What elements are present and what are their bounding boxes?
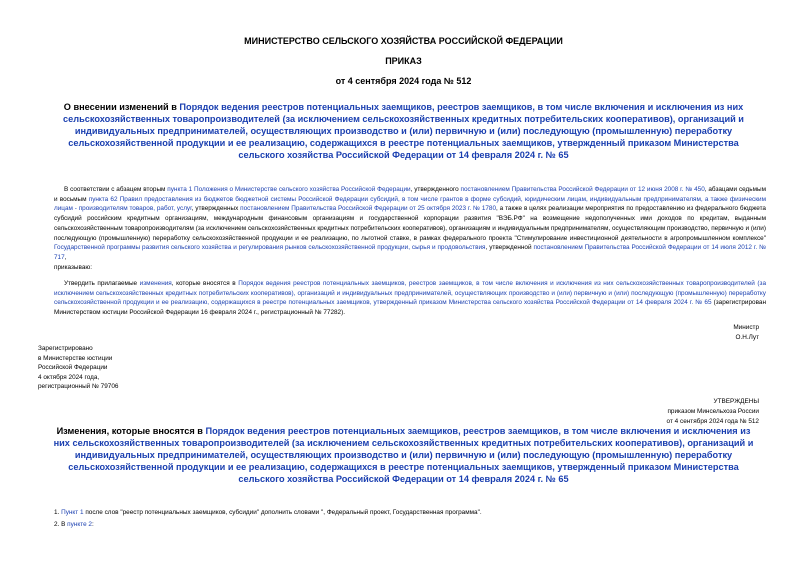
approved-line: приказом Минсельхоза России: [667, 408, 759, 415]
ministry-heading: МИНИСТЕРСТВО СЕЛЬСКОГО ХОЗЯЙСТВА РОССИЙСКОЙ ФЕДЕРАЦИИ: [244, 36, 563, 46]
order-type: ПРИКАЗ: [385, 56, 422, 66]
list-item: [54, 520, 94, 529]
registration-line: 4 октября 2024 года,: [38, 373, 100, 381]
order-title: [48, 101, 759, 161]
link-state-program[interactable]: Государственной программы развития сельского хозяйства и регулирования рынков сельскохозяйственной продукции, сырья и продовольствия: [54, 244, 486, 252]
approved-block: [559, 397, 759, 427]
approved-line: от 4 сентября 2024 года № 512: [666, 418, 759, 425]
registration-line: Российской Федерации: [38, 364, 108, 372]
order-title-link[interactable]: Порядок ведения реестров потенциальных заемщиков, реестров заемщиков, в том числе включения и исключения из них сельскохозяйственных товаропроизводителей (за исключением сельскохозяйственных кредитных потребительских кооперативов), организаций и индивидуальных предпринимателей, осуществляющих производство и (или) первичную и (или) последующую (промышленную) переработку сельскохозяйственной продукции и ее реализацию, содержащихся в реестре потенциальных заемщиков, утвержденный приказом Министерства сельского хозяйства Российской Федерации от 14 февраля 2024 г. № 65: [63, 102, 744, 160]
link-changes[interactable]: изменения: [139, 280, 172, 287]
item-text: после слов "реестр потенциальных заемщиков, субсидии" дополнить словами ", Федеральный проект, Государственная программа".: [83, 509, 482, 516]
changes-title: [48, 425, 759, 485]
registration-line: Зарегистрировано: [38, 345, 93, 352]
preamble-text: ,: [64, 253, 67, 261]
list-item: [54, 508, 482, 517]
registration-line: регистрационный № 79706: [38, 383, 119, 391]
changes-title-link[interactable]: Порядок ведения реестров потенциальных заемщиков, реестров заемщиков, в том числе включения и исключения из них сельскохозяйственных товаропроизводителей (за исключением сельскохозяйственных кредитных потребительских кооперативов), организаций и индивидуальных предпринимателей, осуществляющих производство и (или) первичную и (или) последующую (промышленную) переработку сельскохозяйственной продукции и ее реализацию, содержащихся в реестре потенциальных заемщиков, утвержденный приказом Министерства сельского хозяйства Российской Федерации от 14 февраля 2024 г. № 65: [53, 426, 754, 484]
changes-title-prefix: Изменения, которые вносятся в: [56, 426, 206, 436]
signature-position: Министр: [733, 324, 759, 331]
preamble-paragraph: [54, 185, 766, 272]
preamble-text: , утвержденных: [191, 205, 241, 213]
registration-line: в Министерстве юстиции: [38, 354, 113, 362]
preamble-text: , абзацами седьмым и восьмым: [54, 186, 766, 203]
link-point2[interactable]: пункте 2: [67, 521, 92, 528]
preamble-text: , а также в целях реализации мероприятия по предоставлению из федерального бюджета субсидий российским кредитным организациям, международным финансовым организациям и государственной корпорации развития "ВЭБ.РФ" на возмещение недополученных ими доходов по кредитам, выданным сельскохозяйственным товаропроизводителям (за исключением сельскохозяйственных кредитных потребительских кооперативов), организациям и индивидуальным предпринимателям, осуществляющим производство, первичную и (или) последующую (промышленную) переработку сельскохозяйственной продукции и ее реализацию, по льготной ставке, в рамках федерального проекта "Стимулирование инвестиционной деятельности в агропромышленном комплексе": [54, 205, 766, 242]
approval-paragraph: [54, 279, 766, 318]
preamble-text: В соответствии с абзацем вторым: [64, 186, 168, 193]
item-text: :: [91, 521, 94, 528]
link-rules-point62[interactable]: пункта 62 Правил предоставления из бюджетов бюджетной системы Российской Федерации субсидий, в том числе грантов в форме субсидий, юридическим лицам, индивидуальным предпринимателям, а также физическим лицам - производителям товаров, работ, услуг: [54, 195, 767, 213]
signature-name: О.Н.Лут: [735, 333, 759, 341]
registration-block: [38, 344, 198, 392]
order-word: приказываю:: [54, 263, 92, 271]
item-number: 2. В: [54, 521, 68, 528]
order-date-number: от 4 сентября 2024 года № 512: [335, 76, 472, 86]
approval-text: (зарегистрирован Министерством юстиции Российской Федерации 16 февраля 2024 г., регистрационный № 77282).: [54, 299, 766, 317]
link-regulation-point1[interactable]: пункта 1 Положения о Министерстве сельского хозяйства Российской Федерации: [167, 186, 411, 193]
order-title-prefix: О внесении изменений в: [63, 102, 180, 112]
link-decree-717[interactable]: постановлением Правительства Российской Федерации от 14 июля 2012 г. № 717: [54, 244, 766, 261]
approved-line: УТВЕРЖДЕНЫ: [713, 398, 759, 405]
signature-block: [559, 323, 759, 342]
preamble-text: , утвержденной: [485, 244, 534, 252]
item-number: 1.: [54, 509, 62, 516]
link-decree-450[interactable]: постановлением Правительства Российской Федерации от 12 июня 2008 г. № 450: [460, 186, 705, 193]
link-decree-1780[interactable]: постановлением Правительства Российской Федерации от 25 октября 2023 г. № 1780: [240, 205, 497, 213]
approval-text: , которые вносятся в: [171, 280, 239, 287]
approval-text: Утвердить прилагаемые: [64, 280, 140, 287]
link-point1[interactable]: Пункт 1: [61, 509, 84, 516]
preamble-text: , утвержденного: [410, 186, 461, 193]
link-procedure[interactable]: Порядок ведения реестров потенциальных заемщиков, реестров заемщиков, в том числе включения и исключения из них сельскохозяйственных товаропроизводителей (за исключением сельскохозяйственных кредитных потребительских кооперативов), организаций и индивидуальных предпринимателей, осуществляющих производство и (или) первичную и (или) последующую (промышленную) переработку сельскохозяйственной продукции и ее реализацию, содержащихся в реестре потенциальных заемщиков, утвержденный приказом Министерства сельского хозяйства Российской Федерации от 14 февраля 2024 г. № 65: [54, 280, 767, 307]
